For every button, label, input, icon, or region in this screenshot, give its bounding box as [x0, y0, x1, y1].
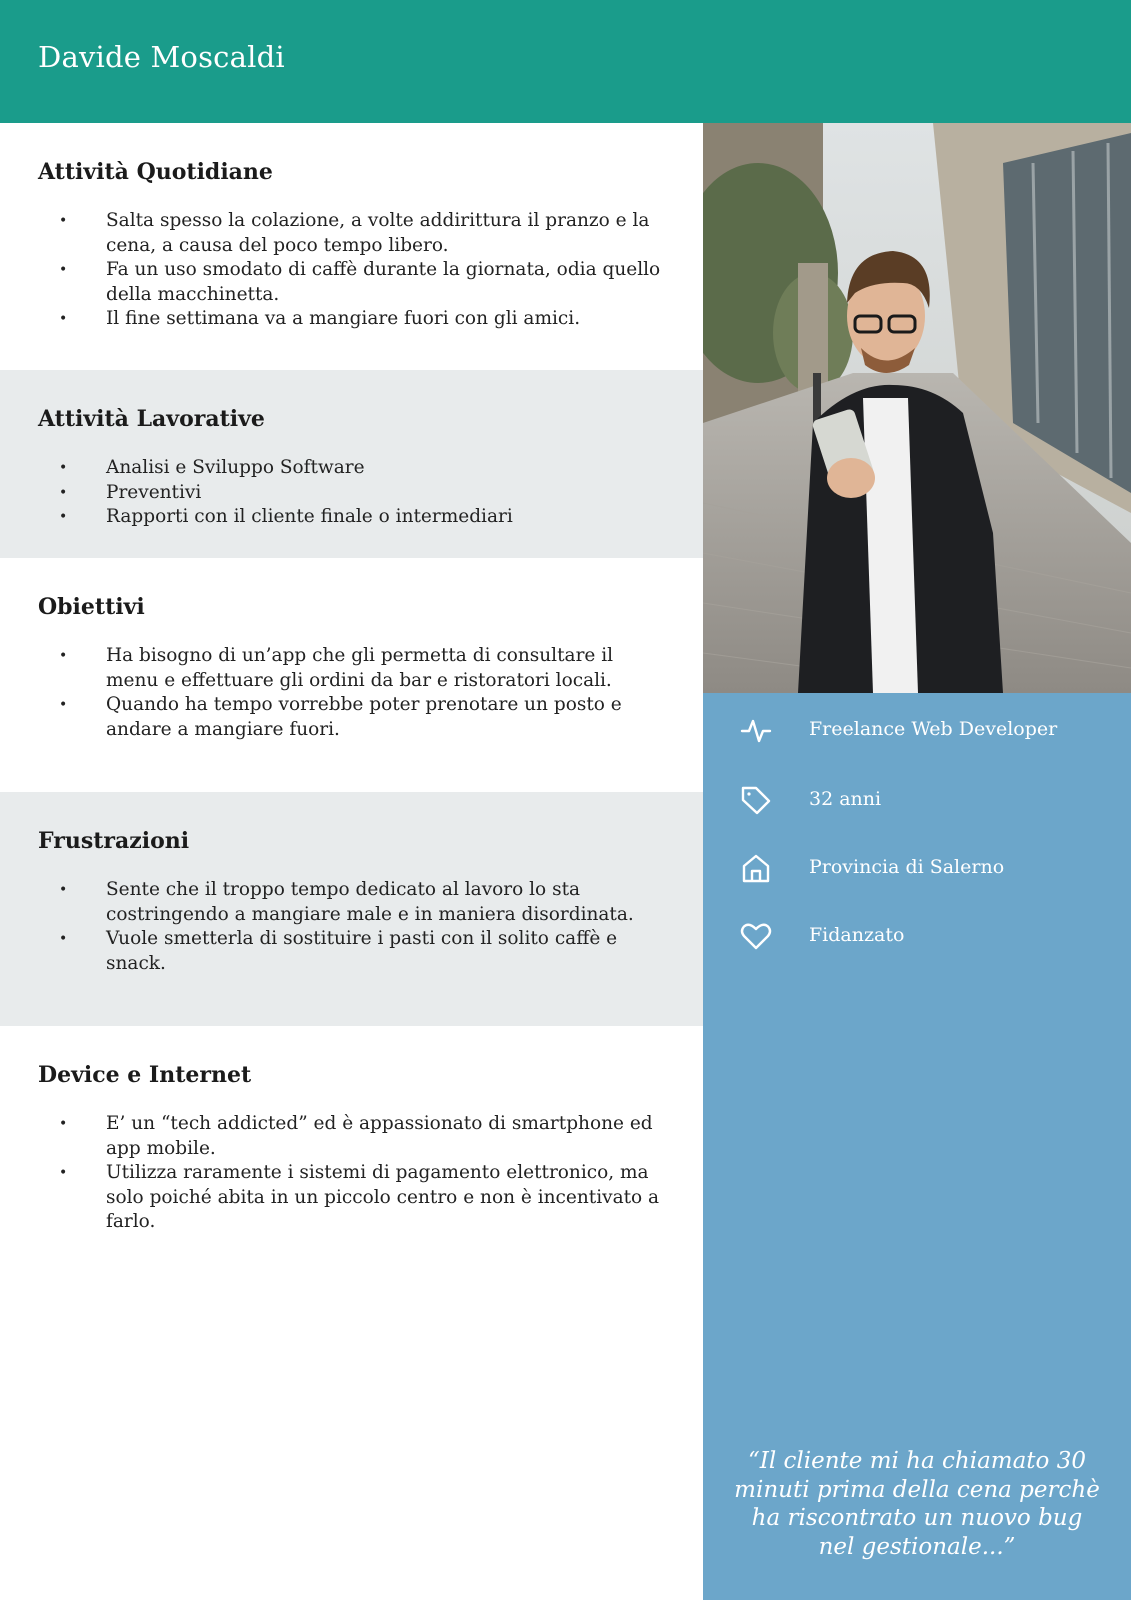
info-location [703, 848, 1131, 888]
bullet-list [38, 1112, 669, 1235]
persona-name: Davide Moscaldi [38, 40, 285, 74]
section-title: Attività Lavorative [38, 406, 265, 432]
job-title: Freelance Web Developer [809, 718, 1058, 740]
bullet-list [38, 878, 669, 976]
list-item: • Il fine settimana va a mangiare fuori con gli amici. [59, 308, 581, 329]
list-item: • Quando ha tempo vorrebbe poter prenotare un posto e andare a mangiare fuori. [59, 694, 622, 740]
home-icon [739, 852, 773, 884]
list-item: • Ha bisogno di un’app che gli permetta di consultare il menu e effettuare gli ordini da bar e ristoratori locali. [59, 645, 614, 691]
bullet-list [38, 456, 669, 530]
persona-details [0, 123, 703, 1600]
location: Provincia di Salerno [809, 856, 1005, 878]
section-frustrations [0, 792, 703, 1026]
info-job [703, 710, 1131, 750]
list-item: • Sente che il troppo tempo dedicato al lavoro lo sta costringendo a mangiare male e in maniera disordinata. [59, 879, 634, 925]
section-title: Attività Quotidiane [38, 159, 273, 185]
relationship-status: Fidanzato [809, 924, 905, 946]
age: 32 anni [809, 788, 882, 810]
heart-icon [739, 920, 773, 952]
section-title: Frustrazioni [38, 828, 190, 854]
profile-photo [703, 123, 1131, 693]
header-bar [0, 0, 1131, 123]
list-item: • Analisi e Sviluppo Software [59, 457, 365, 478]
info-age [703, 780, 1131, 820]
list-item: • Rapporti con il cliente finale o intermediari [59, 506, 513, 527]
list-item: • E’ un “tech addicted” ed è appassionato di smartphone ed app mobile. [59, 1113, 653, 1159]
list-item: • Preventivi [59, 481, 202, 503]
bullet-list [38, 644, 669, 742]
list-item: • Vuole smetterla di sostituire i pasti con il solito caffè e snack. [59, 928, 618, 974]
activity-icon [739, 714, 773, 746]
list-item: • Fa un uso smodato di caffè durante la giornata, odia quello della macchinetta. [59, 259, 661, 305]
section-daily-activities [0, 123, 703, 370]
list-item: • Utilizza raramente i sistemi di pagamento elettronico, ma solo poiché abita in un piccolo centro e non è incentivato a farlo. [59, 1162, 660, 1232]
section-title: Obiettivi [38, 594, 145, 620]
section-title: Device e Internet [38, 1062, 252, 1088]
profile-sidebar [703, 123, 1131, 1600]
info-status [703, 916, 1131, 956]
tag-icon [739, 784, 773, 816]
section-device-internet [0, 1026, 703, 1326]
persona-quote: “Il cliente mi ha chiamato 30 minuti prima della cena perchè ha riscontrato un nuovo bug nel gestionale...” [734, 1448, 1100, 1560]
list-item: • Salta spesso la colazione, a volte addirittura il pranzo e la cena, a causa del poco tempo libero. [59, 210, 650, 256]
section-work-activities [0, 370, 703, 558]
section-goals [0, 558, 703, 792]
bullet-list [38, 209, 669, 332]
